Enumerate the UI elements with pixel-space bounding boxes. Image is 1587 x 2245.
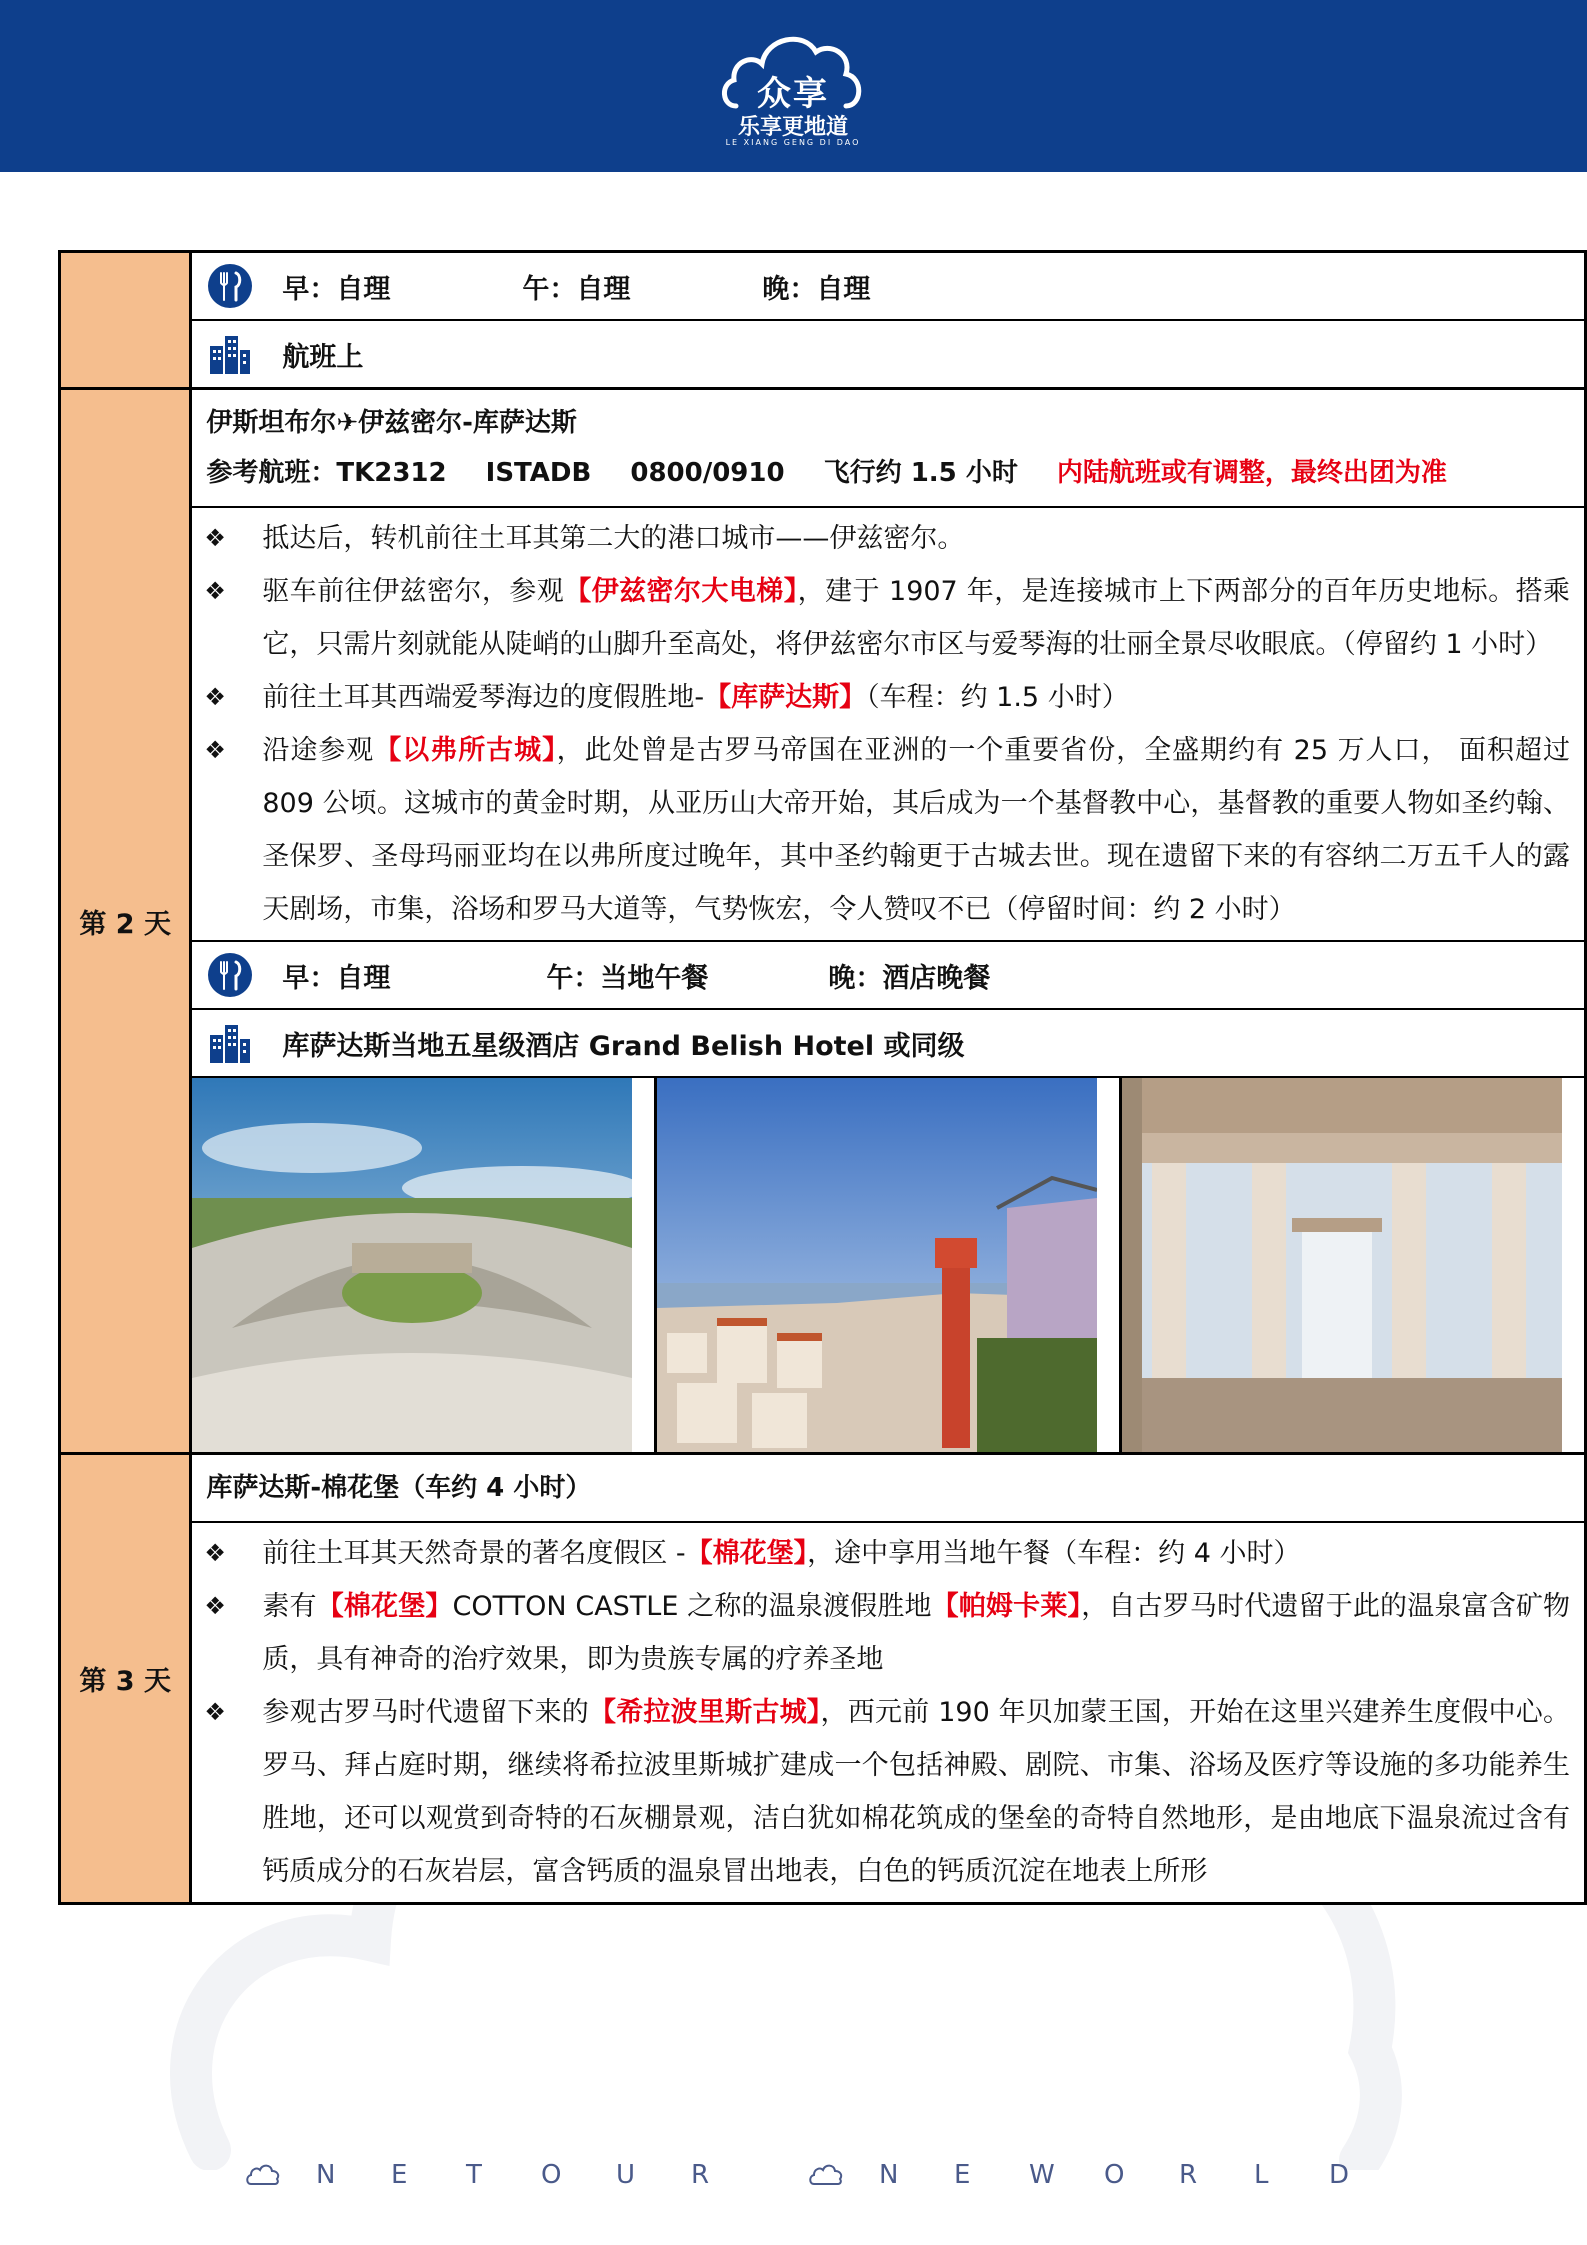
flight-code: ISTADB <box>485 458 592 488</box>
dinner-label: 晚：自理 <box>762 273 871 305</box>
route-title: 伊斯坦布尔✈伊兹密尔-库萨达斯 <box>206 408 577 438</box>
bullet-diamond-icon: ❖ <box>204 1698 226 1726</box>
ancient-theatre-photo <box>192 1078 657 1452</box>
footer-letter: N <box>879 2160 899 2190</box>
day-2 <box>60 389 1586 1454</box>
bullet-item <box>204 1580 1570 1686</box>
footer-letter: E <box>954 2160 971 2190</box>
text-span: （车程：约 1.5 小时） <box>866 682 1129 713</box>
flight-duration: 飞行约 1.5 小时 <box>823 458 1018 488</box>
day-1-tail <box>60 252 1586 389</box>
flight-ref: 参考航班：TK2312 <box>206 458 447 488</box>
text-span: COTTON CASTLE 之称的温泉渡假胜地 <box>452 1591 932 1622</box>
brand-logo <box>718 22 868 152</box>
meal-row <box>192 942 1584 1010</box>
itinerary-table <box>58 250 1587 1905</box>
logo-main-text: 众享 <box>757 74 829 114</box>
dinner-label: 晚：酒店晚餐 <box>828 962 991 994</box>
highlight-name: 【以弗所古城】 <box>374 735 557 766</box>
photo-strip <box>192 1078 1584 1452</box>
text-span: ，此处曾是古罗马帝国在亚洲的一个重要省份，全盛期约有 25 万人口， 面积超过 809 公顷。这城市的黄金时期，从亚历山大帝开始，其后成为一个基督教中心，基督教的重要人物如圣约翰、圣保罗、圣母玛丽亚均在以弗所度过晚年，其中圣约翰更于古城去世。现在遗留下来的有容纳二万五千人的露天剧场，市集，浴场和罗马大道等，气势恢宏，令人赞叹不已（停留时间：约 2 小时） <box>262 735 1570 925</box>
page-header <box>0 0 1587 172</box>
day-3-label: 第 3 天 <box>60 1454 191 1904</box>
text-span: ，西元前 190 年贝加蒙王国，开始在这里兴建养生度假中心。罗马、拜占庭时期，继续将希拉波里斯城扩建成一个包括神殿、剧院、市集、浴场及医疗等设施的多功能养生胜地，还可以观赏到奇特的石灰棚景观，洁白犹如棉花筑成的堡垒的奇特自然地形，是由地底下温泉流过含有钙质成分的石灰岩层，富含钙质的温泉冒出地表，白色的钙质沉淀在地表上所形 <box>262 1697 1571 1887</box>
logo-sub-text: 乐享更地道 <box>737 115 848 140</box>
bullet-item <box>204 671 1570 724</box>
bullet-text <box>262 724 1570 936</box>
hotel-row <box>192 321 1584 387</box>
page-footer <box>0 2160 1587 2200</box>
bullet-text <box>262 1686 1570 1898</box>
highlight-name: 【希拉波里斯古城】 <box>589 1697 821 1728</box>
flight-time: 0800/0910 <box>630 458 785 488</box>
footer-word-oneworld <box>808 2160 1404 2190</box>
bullet-diamond-icon: ❖ <box>204 577 226 605</box>
breakfast-label: 早：自理 <box>282 962 391 994</box>
footer-letter: O <box>541 2160 562 2190</box>
hotel-icon <box>206 330 254 378</box>
footer-word-onetour <box>245 2160 766 2190</box>
route-title: 库萨达斯-棉花堡（车约 4 小时） <box>206 1473 592 1503</box>
celsus-library-photo <box>1122 1078 1584 1452</box>
day-3-content <box>191 1454 1586 1904</box>
footer-letter: E <box>391 2160 408 2190</box>
bullet-diamond-icon: ❖ <box>204 1539 226 1567</box>
text-span: 抵达后，转机前往土耳其第二大的港口城市——伊兹密尔。 <box>262 523 965 554</box>
day-2-label: 第 2 天 <box>60 389 191 1454</box>
bullet-item <box>204 724 1570 936</box>
footer-letter: W <box>1029 2160 1055 2190</box>
bullet-diamond-icon: ❖ <box>204 1592 226 1620</box>
day-2-bullets <box>192 508 1584 942</box>
flight-info <box>206 448 1570 498</box>
text-span: 前往土耳其西端爱琴海边的度假胜地- <box>262 682 705 713</box>
bullet-text <box>262 1527 1570 1580</box>
day-3 <box>60 1454 1586 1904</box>
hotel-icon <box>206 1019 254 1067</box>
bullet-text <box>262 671 1570 724</box>
day-2-route <box>192 390 1584 508</box>
bullet-diamond-icon: ❖ <box>204 736 226 764</box>
izmir-elevator-photo <box>657 1078 1122 1452</box>
day-3-bullets <box>192 1523 1584 1902</box>
footer-letter: L <box>1254 2160 1269 2190</box>
day-2-content <box>191 389 1586 1454</box>
text-span: 沿途参观 <box>262 735 375 766</box>
hotel-name: 库萨达斯当地五星级酒店 Grand Belish Hotel 或同级 <box>282 1030 965 1062</box>
footer-letter: D <box>1329 2160 1350 2190</box>
bullet-text <box>262 1580 1570 1686</box>
text-span: 驱车前往伊兹密尔，参观 <box>262 576 565 607</box>
cloud-icon <box>245 2162 281 2188</box>
hotel-name: 航班上 <box>282 341 364 373</box>
text-span: 前往土耳其天然奇景的著名度假区 - <box>262 1538 686 1569</box>
footer-letter: R <box>691 2160 710 2190</box>
lunch-label: 午：当地午餐 <box>546 962 709 994</box>
bullet-item <box>204 512 1570 565</box>
footer-letter: O <box>1104 2160 1125 2190</box>
utensils-icon <box>206 951 254 999</box>
text-span: ，途中享用当地午餐（车程：约 4 小时） <box>807 1538 1301 1569</box>
text-span: 素有 <box>262 1591 317 1622</box>
lunch-label: 午：自理 <box>522 273 631 305</box>
breakfast-label: 早：自理 <box>282 273 391 305</box>
logo-pinyin-text: LE XIANG GENG DI DAO <box>725 138 861 147</box>
highlight-name: 【伊兹密尔大电梯】 <box>564 576 798 607</box>
cloud-icon <box>808 2162 844 2188</box>
footer-letter: T <box>466 2160 482 2190</box>
footer-letter: N <box>316 2160 336 2190</box>
utensils-icon <box>206 262 254 310</box>
highlight-name: 【棉花堡】 <box>316 1591 453 1622</box>
text-span: ，自古罗马时代遗留于此的温泉富含矿物质，具有神奇的治疗效果，即为贵族专属的疗养圣地 <box>262 1591 1571 1675</box>
day-1-content <box>191 252 1586 389</box>
text-span: ，建于 1907 年，是连接城市上下两部分的百年历史地标。搭乘它，只需片刻就能从陡峭的山脚升至高处，将伊兹密尔市区与爱琴海的壮丽全景尽收眼底。（停留约 1 小时） <box>262 576 1571 660</box>
day-3-route <box>192 1455 1584 1523</box>
flight-notice: 内陆航班或有调整，最终出团为准 <box>1056 458 1447 488</box>
bullet-text <box>262 512 1570 565</box>
highlight-name: 【帕姆卡莱】 <box>931 1591 1082 1622</box>
footer-letter: U <box>616 2160 636 2190</box>
bullet-text <box>262 565 1570 671</box>
highlight-name: 【棉花堡】 <box>685 1538 808 1569</box>
footer-letter: R <box>1179 2160 1198 2190</box>
bullet-item <box>204 1527 1570 1580</box>
text-span: 参观古罗马时代遗留下来的 <box>262 1697 590 1728</box>
bullet-item <box>204 565 1570 671</box>
bullet-diamond-icon: ❖ <box>204 524 226 552</box>
meal-row <box>192 253 1584 321</box>
day-1-cell <box>60 252 191 389</box>
highlight-name: 【库萨达斯】 <box>704 682 867 713</box>
bullet-diamond-icon: ❖ <box>204 683 226 711</box>
bullet-item <box>204 1686 1570 1898</box>
hotel-row <box>192 1010 1584 1078</box>
